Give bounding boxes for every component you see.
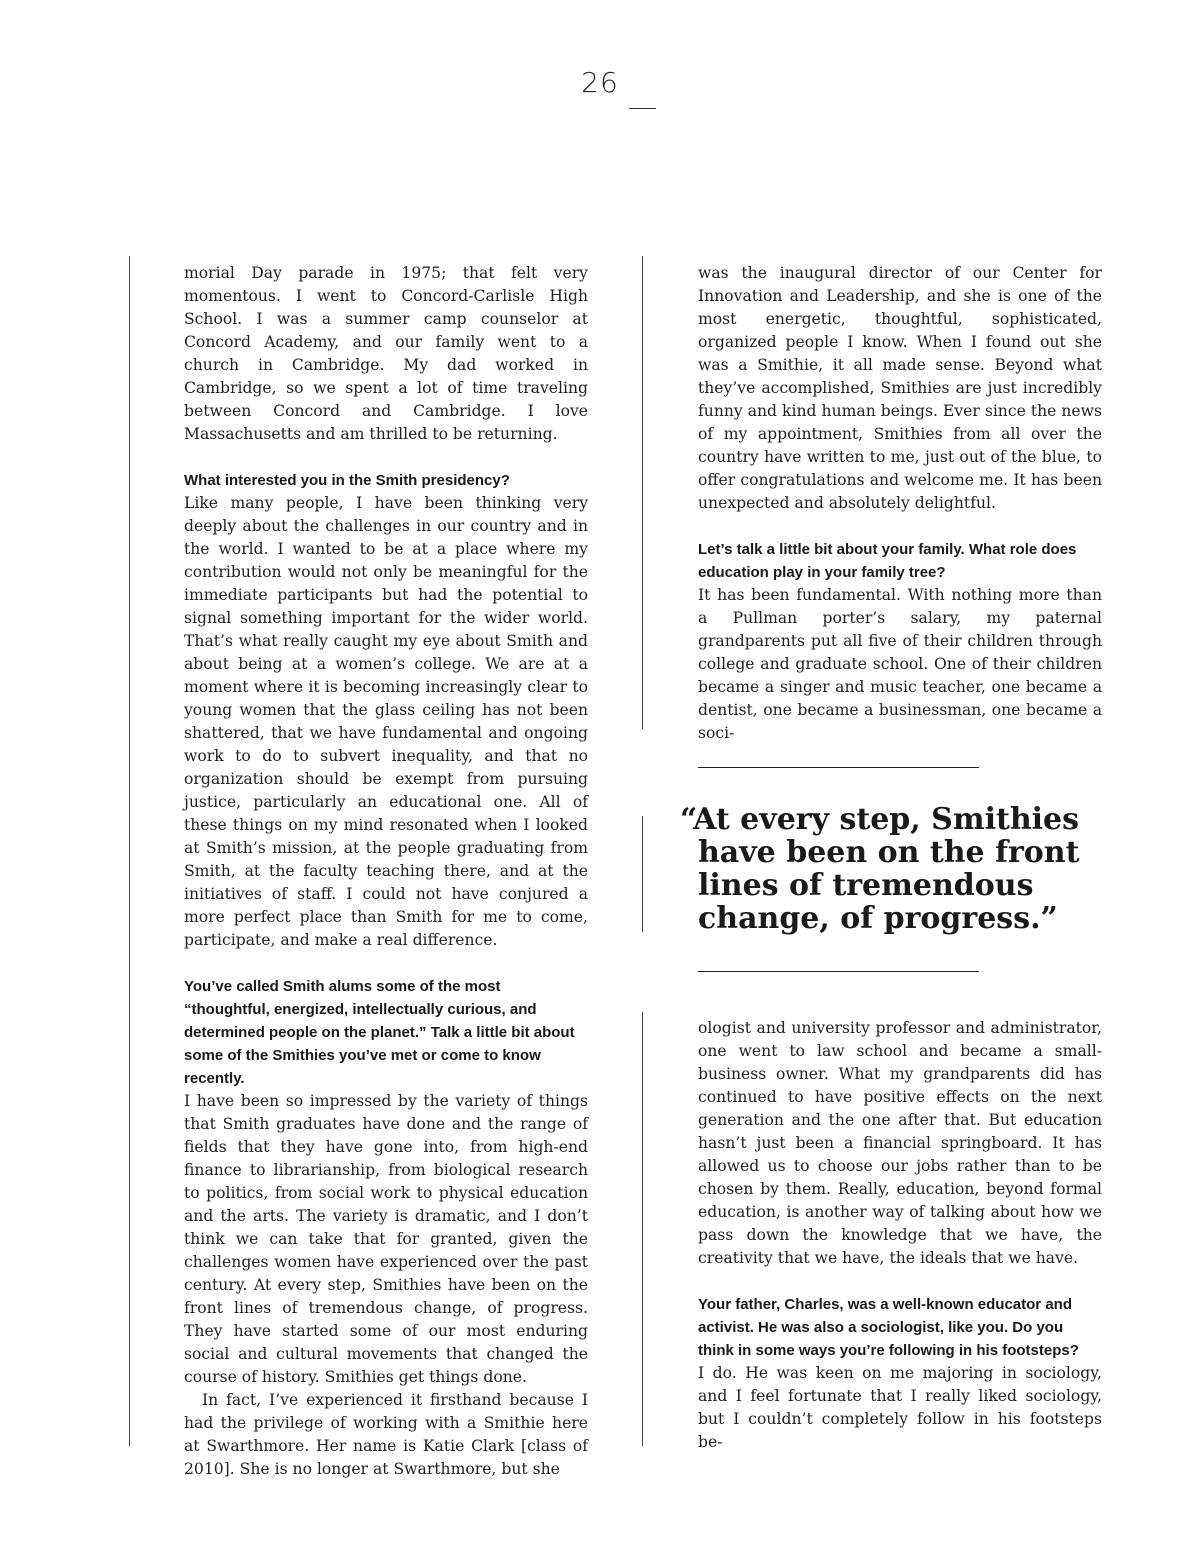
question-father: Your father, Charles, was a well-known educator and activist. He was also a sociologist, like you. Do you think in some ways you’re following in his footsteps? (698, 1296, 1079, 1359)
pull-quote-rule (642, 816, 643, 932)
left-column (184, 262, 588, 1481)
question-smith-alums: You’ve called Smith alums some of the most “thoughtful, energized, intellectually curious, and determined people on the planet.” Talk a little bit about some of the Smithies you’ve met or come to know recently. (184, 978, 575, 1087)
pull-quote-line-2: have been on the front (698, 835, 1080, 870)
page-number-rule (629, 108, 656, 109)
answer-father: I do. He was keen on me majoring in sociology, and I feel fortunate that I really liked sociology, but I couldn’t completely follow in his footsteps be- (698, 1364, 1102, 1451)
pull-quote-line-4: change, of progress.” (698, 901, 1058, 936)
page-number: 26 (581, 66, 619, 99)
pull-quote-line-1: “At every step, Smithies (680, 802, 1080, 837)
grandparents-paragraph: ologist and university professor and administrator, one went to law school and became a small-business owner. What my grandparents did has continued to have positive effects on the next generation and the one after that. But education hasn’t just been a financial springboard. It has allowed us to choose our jobs rather than to be chosen by them. Really, education, beyond formal education, is another way of talking about how we pass down the knowledge that we have, the creativity that we have, the ideals that we have. (698, 1019, 1102, 1267)
question-family: Let’s talk a little bit about your family. What role does education play in your family tree? (698, 541, 1077, 581)
answer-smith-alums-continued: In fact, I’ve experienced it firsthand because I had the privilege of working with a Smithie here at Swarthmore. Her name is Katie Clark [class of 2010]. She is no longer at Swarthmore, but she (184, 1391, 588, 1478)
right-column-top-rule (642, 256, 643, 729)
pull-quote-line-3: lines of tremendous (698, 868, 1034, 903)
pull-quote (680, 803, 1100, 935)
right-column-bottom (698, 1017, 1102, 1454)
right-column-top (698, 262, 1102, 745)
pull-quote-bottom-rule (698, 971, 979, 972)
answer-smith-alums: I have been so impressed by the variety of things that Smith graduates have done and the range of fields that they have gone into, from high-end finance to librarianship, from biological research to politics, from social work to physical education and the arts. The variety is dramatic, and I don’t think we can take that for granted, given the challenges women have experienced over the past century. At every step, Smithies have been on the front lines of tremendous change, of progress. They have started some of our most enduring social and cultural movements that changed the course of history. Smithies get things done. (184, 1092, 588, 1386)
intro-paragraph: morial Day parade in 1975; that felt very momentous. I went to Concord-Carlisle High School. I was a summer camp counselor at Concord Academy, and our family went to a church in Cambridge. My dad worked in Cambridge, so we spent a lot of time traveling between Concord and Cambridge. I love Massachusetts and am thrilled to be returning. (184, 264, 588, 443)
pull-quote-top-rule (698, 767, 979, 768)
katie-clark-paragraph: was the inaugural director of our Center for Innovation and Leadership, and she is one of the most energetic, thoughtful, sophisticated, organized people I know. When I found out she was a Smithie, it all made sense. Beyond what they’ve accomplished, Smithies are just incredibly funny and kind human beings. Ever since the news of my appointment, Smithies from all over the country have written to me, just out of the blue, to offer congratulations and welcome me. It has been unexpected and absolutely delightful. (698, 264, 1102, 512)
answer-family: It has been fundamental. With nothing more than a Pullman porter’s salary, my paternal grandparents put all five of their children through college and graduate school. One of their children became a singer and music teacher, one became a dentist, one became a businessman, one became a soci- (698, 586, 1102, 742)
question-smith-presidency: What interested you in the Smith presidency? (184, 472, 510, 489)
right-column-bottom-rule (642, 1012, 643, 1446)
answer-smith-presidency: Like many people, I have been thinking very deeply about the challenges in our country and in the world. I wanted to be at a place where my contribution would not only be meaningful for the immediate participants but had the potential to signal something important for the wider world. That’s what really caught my eye about Smith and about being at a women’s college. We are at a moment where it is becoming increasingly clear to young women that the glass ceiling has not been shattered, that we have fundamental and ongoing work to do to subvert inequality, and that no organization should be exempt from pursuing justice, particularly an educational one. All of these things on my mind resonated when I looked at Smith’s mission, at the people graduating from Smith, at the faculty teaching there, and at the initiatives of staff. I could not have conjured a more perfect place than Smith for me to come, participate, and make a real difference. (184, 494, 588, 949)
left-column-rule (129, 256, 130, 1446)
